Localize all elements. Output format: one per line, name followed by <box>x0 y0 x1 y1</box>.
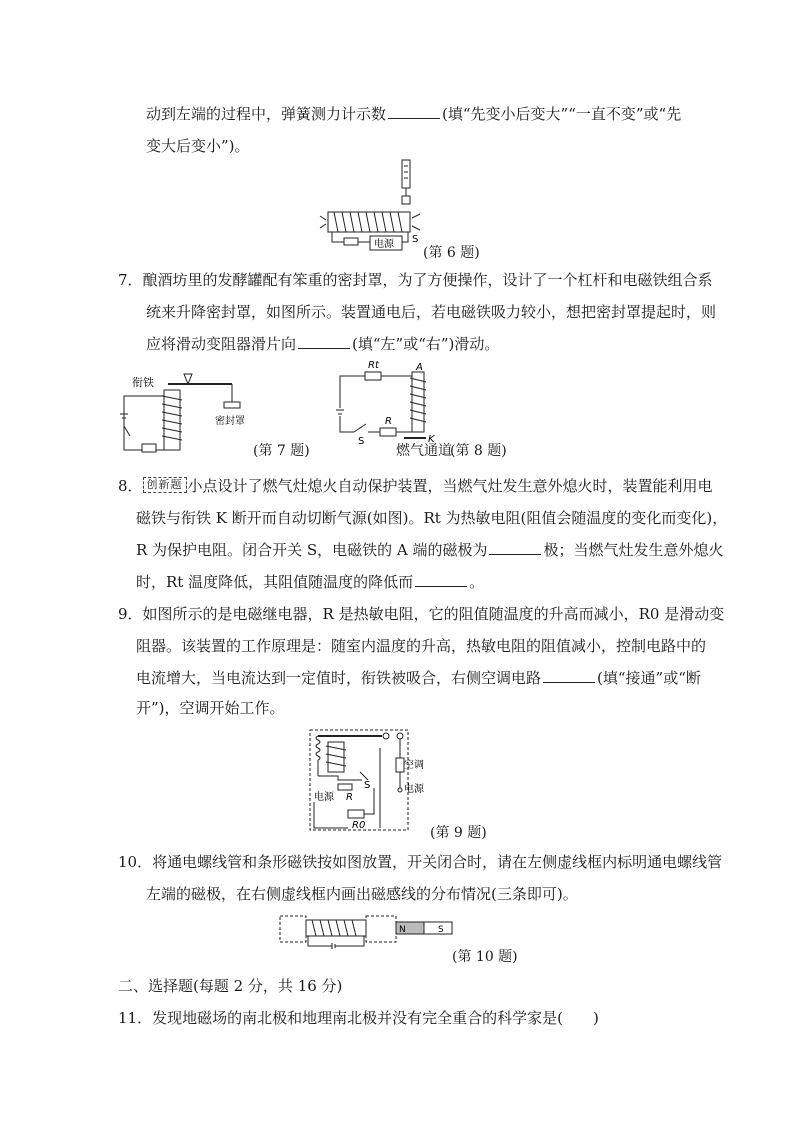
q9-line-3: 电流增大，当电流达到一定值时，衔铁被吸合，右侧空调电路 (填“接通”或“断 <box>136 669 701 687</box>
rt-label: Rt <box>368 360 379 371</box>
figure-8-channel-label: 燃气通道 <box>396 443 452 459</box>
q7-line-1: 7．酿酒坊里的发酵罐配有笨重的密封罩，为了方便操作，设计了一个杠杆和电磁铁组合系 <box>118 271 713 289</box>
q9-line-1: 9．如图所示的是电磁继电器，R 是热敏电阻，它的阻值随温度的升高而减小，R0 是滑动变 <box>118 605 725 623</box>
figure-8-gas-protection <box>330 358 450 450</box>
power-left-label: 电源 <box>314 792 334 803</box>
q10-line-1: 10．将通电螺线管和条形磁铁按如图放置，开关闭合时，请在左侧虚线框内标明通电螺线管 <box>118 853 723 871</box>
q9-line-4: 开”)，空调开始工作。 <box>136 699 285 717</box>
q8-line-1: 8． 创新题 小点设计了燃气灶熄火自动保护装置，当燃气灶发生意外熄火时，装置能利用电 <box>118 477 713 495</box>
r-label: R <box>346 792 353 803</box>
s-label: S <box>364 780 371 791</box>
figure-6-solenoid <box>316 158 426 258</box>
answer-blank[interactable] <box>388 104 440 119</box>
figure-9-caption: (第 9 题) <box>430 825 487 841</box>
armature-label: 衔铁 <box>132 376 154 389</box>
answer-blank[interactable] <box>415 572 467 587</box>
figure-7-lever-electromagnet <box>112 366 262 456</box>
q8-line-3: R 为保护电阻。闭合开关 S，电磁铁的 A 端的磁极为 极；当燃气灶发生意外熄火 <box>136 541 724 559</box>
s-label: S <box>412 234 419 245</box>
answer-blank[interactable] <box>298 334 350 349</box>
q9-line-2: 阻器。该装置的工作原理是：随室内温度的升高，热敏电阻的阻值减小，控制电路中的 <box>136 637 707 655</box>
figure-8-caption: (第 8 题) <box>450 443 507 459</box>
s-pole-label: S <box>438 925 444 935</box>
a-label: A <box>416 362 423 373</box>
innovation-badge: 创新题 <box>143 477 187 493</box>
right-dashed-box <box>366 916 396 942</box>
section-2-heading: 二、选择题(每题 2 分，共 16 分) <box>118 977 343 995</box>
figure-9-relay <box>308 728 424 834</box>
q11-line: 11．发现地磁场的南北极和地理南北极并没有完全重合的科学家是( ) <box>118 1009 599 1027</box>
left-dashed-box <box>280 916 306 942</box>
q8-line-2: 磁铁与衔铁 K 断开而自动切断气源(如图)。Rt 为热敏电阻(阻值会随温度的变化而变化)， <box>136 509 728 527</box>
figure-6-caption: (第 6 题) <box>423 245 480 261</box>
q8-line-4: 时，Rt 温度降低，其阻值随温度的降低而 。 <box>136 573 485 591</box>
answer-blank[interactable] <box>489 540 541 555</box>
q6-line-2: 变大后变小”)。 <box>146 137 250 155</box>
figure-10-solenoid-magnet <box>278 912 458 952</box>
figure-10-caption: (第 10 题) <box>452 949 518 965</box>
power-label: 电源 <box>374 239 394 250</box>
q6-line-1: 动到左端的过程中，弹簧测力计示数 (填“先变小后变大”“一直不变”或“先 <box>146 105 682 123</box>
q10-line-2: 左端的磁极，在右侧虚线框内画出磁感线的分布情况(三条即可)。 <box>146 885 578 903</box>
r-label: R <box>385 416 392 427</box>
power-right-label: 电源 <box>404 784 424 795</box>
ac-label: 空调 <box>404 760 424 771</box>
figure-7-caption: (第 7 题) <box>253 443 310 459</box>
q7-line-3: 应将滑动变阻器滑片向 (填“左”或“右”)滑动。 <box>146 335 500 353</box>
s-label: S <box>358 436 365 447</box>
q7-line-2: 统来升降密封罩，如图所示。装置通电后，若电磁铁吸力较小，想把密封罩提起时，则 <box>146 303 717 321</box>
answer-blank[interactable] <box>543 668 595 683</box>
r0-label: R0 <box>352 820 366 831</box>
k-label: K <box>428 434 435 445</box>
cover-label: 密封罩 <box>215 416 245 427</box>
n-pole-label: N <box>399 925 406 935</box>
